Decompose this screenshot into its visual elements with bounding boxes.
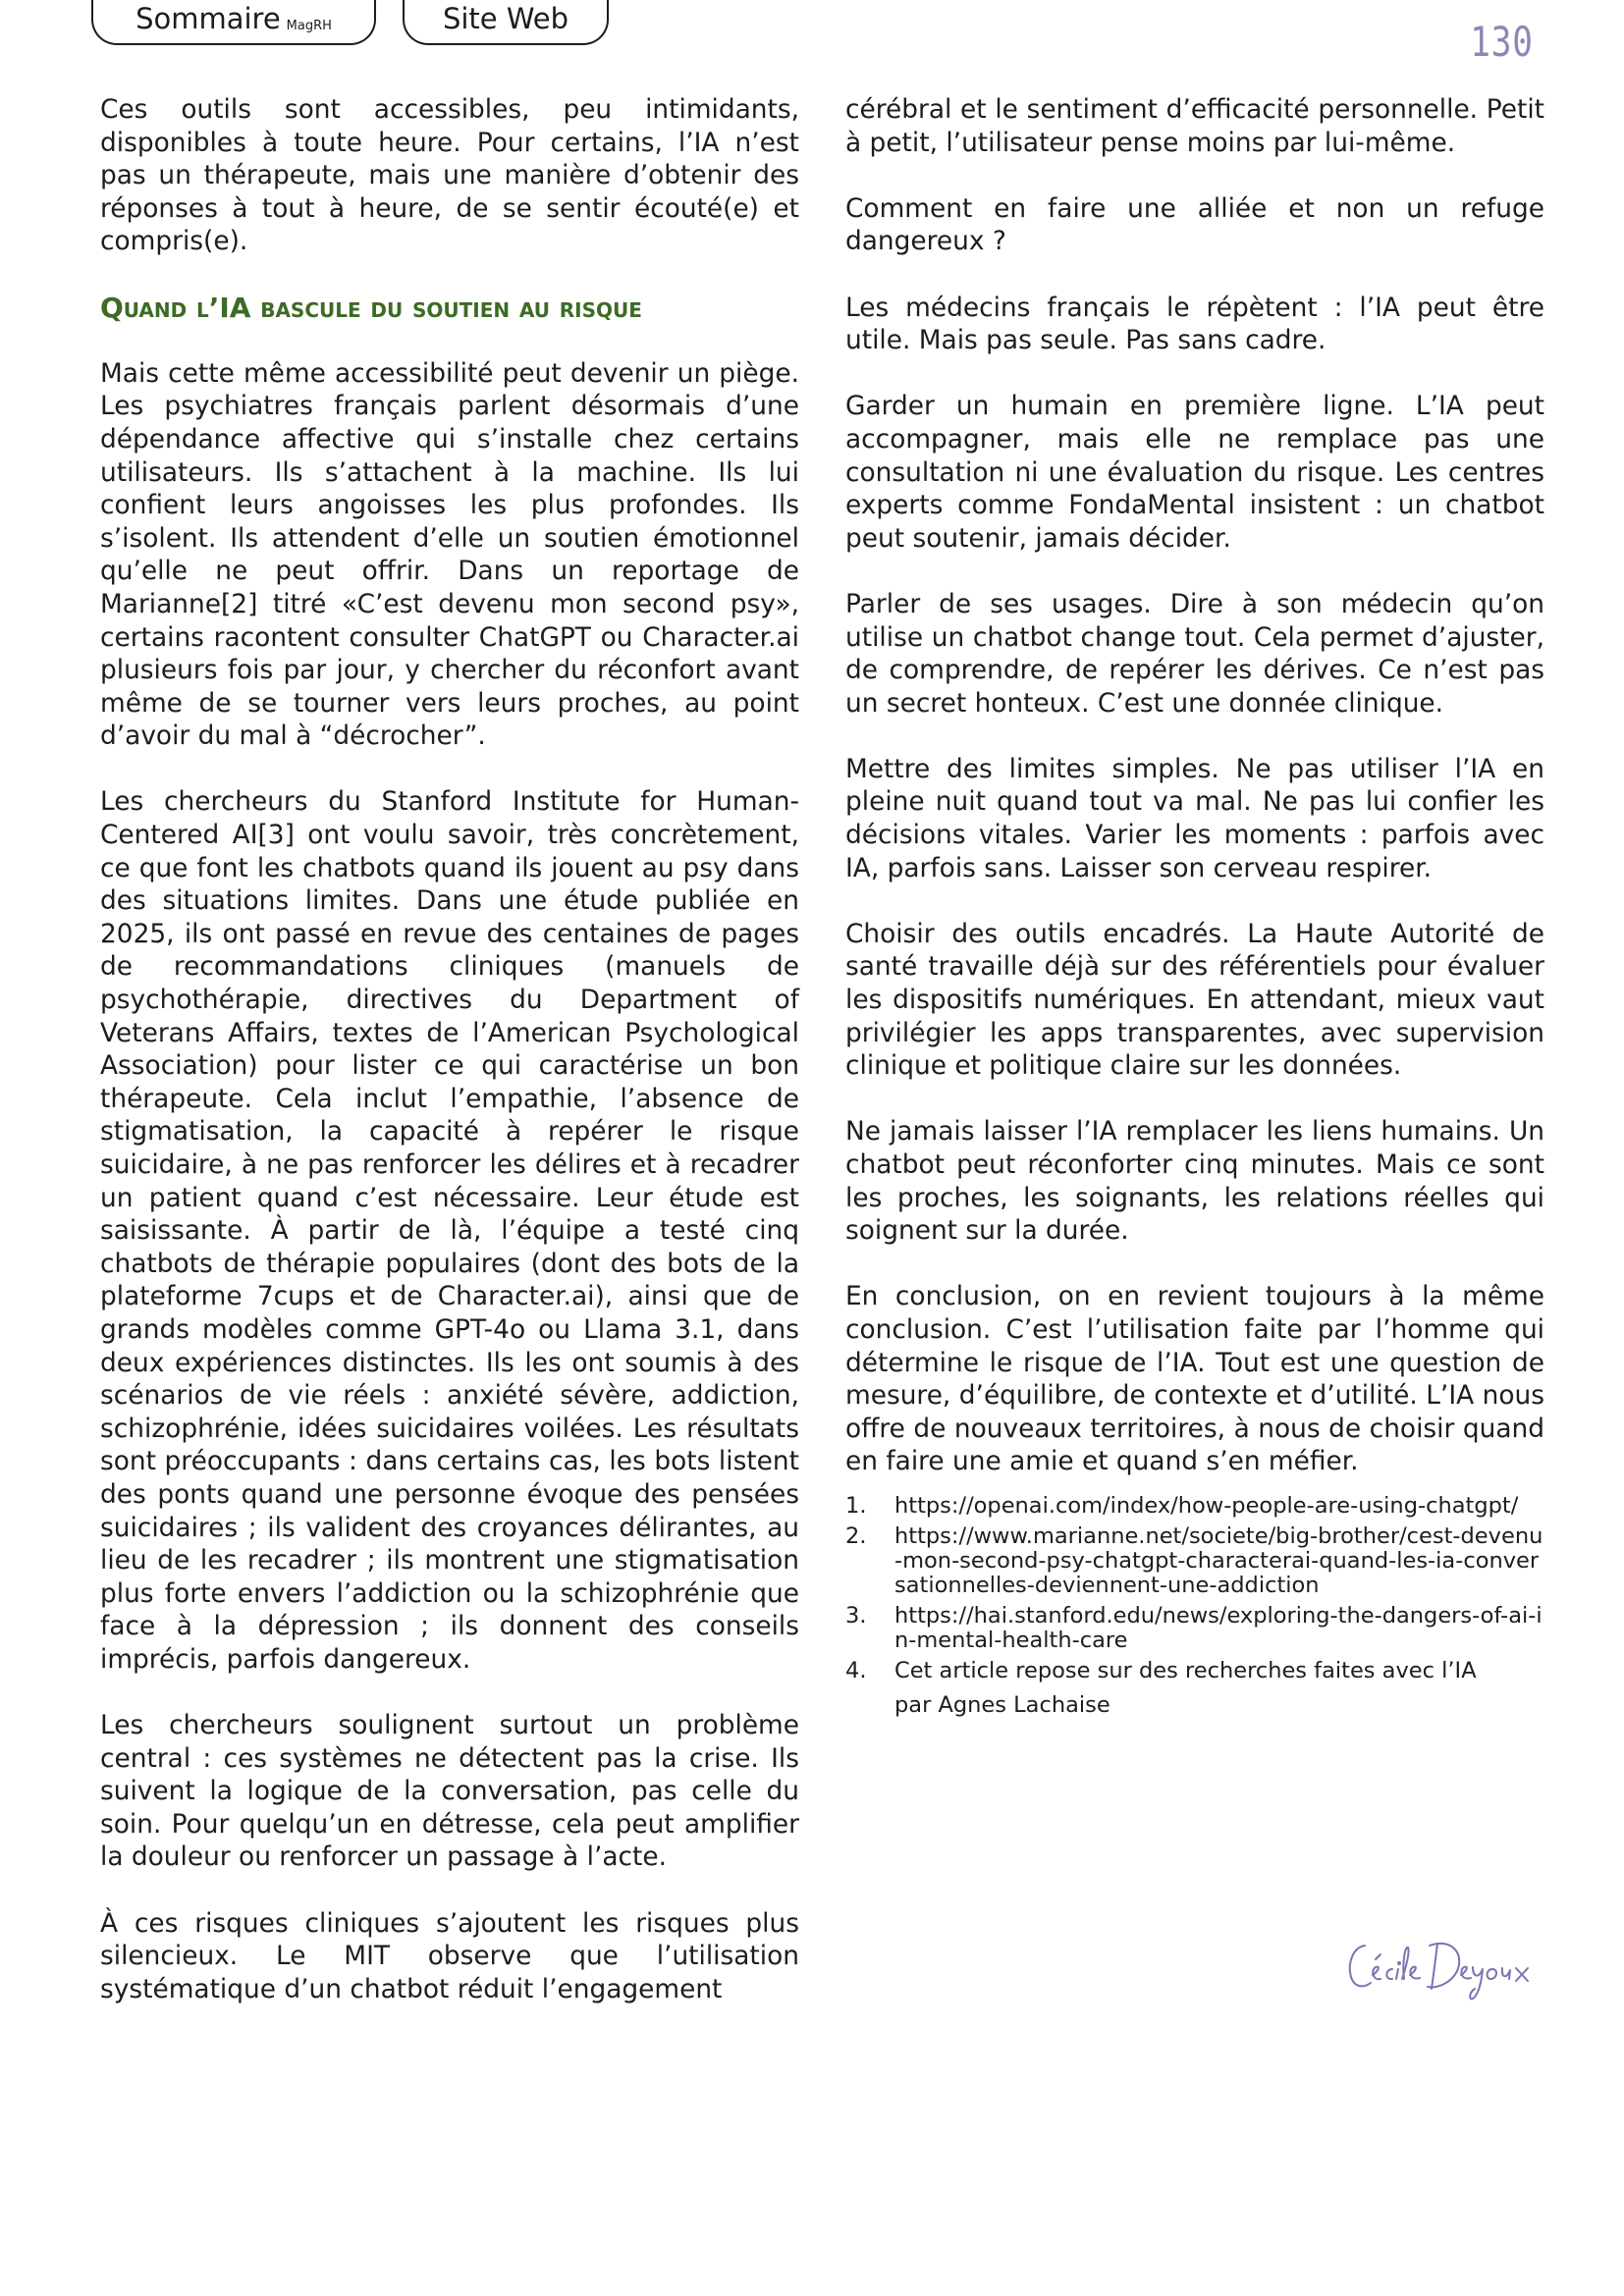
footnote-number: 4. bbox=[845, 1657, 867, 1683]
footnote-text: Cet article repose sur des recherches faites avec l’IA bbox=[894, 1657, 1477, 1683]
sommaire-sublabel: MagRH bbox=[286, 19, 332, 33]
right-column bbox=[845, 93, 1544, 1719]
footnote-link[interactable]: https://hai.stanford.edu/news/exploring-the-dangers-of-ai-in-mental-health-care bbox=[894, 1602, 1543, 1653]
footnote-number: 3. bbox=[845, 1602, 867, 1629]
paragraph: Parler de ses usages. Dire à son médecin qu’on utilise un chatbot change tout. Cela permet d’ajuster, de comprendre, de repérer les dérives. Ce n’est pas un secret honteux. C’est une donnée clinique. bbox=[845, 588, 1544, 719]
paragraph: À ces risques cliniques s’ajoutent les risques plus silencieux. Le MIT observe que l’utilisation systématique d’un chatbot réduit l’engagement bbox=[100, 1907, 799, 2004]
footnote-number: 2. bbox=[845, 1522, 867, 1549]
site-web-button[interactable] bbox=[403, 0, 609, 45]
footnote-link[interactable]: https://www.marianne.net/societe/big-brother/cest-devenu-mon-second-psy-chatgpt-characterai-quand-les-ia-conversationnelles-deviennent-une-addiction bbox=[894, 1522, 1543, 1598]
paragraph: Garder un humain en première ligne. L’IA peut accompagner, mais elle ne remplace pas une consultation ni une évaluation du risque. Les centres experts comme FondaMental insistent : un chatbot peut soutenir, jamais décider. bbox=[845, 391, 1544, 554]
paragraph: Comment en faire une alliée et non un refuge dangereux ? bbox=[845, 192, 1544, 257]
section-heading: Quand l’IA bascule du soutien au risque bbox=[100, 291, 642, 324]
paragraph: Les chercheurs du Stanford Institute for Human-Centered AI[3] ont voulu savoir, très concrètement, ce que font les chatbots quand ils jouent au psy dans des situations limites. Dans une étude publiée en 2025, ils ont passé en revue des centaines de pages de recommandations cliniques (manuels de psychothérapie, directives du Department of Veterans Affairs, textes de l’American Psychological Association) pour lister ce qui caractérise un bon thérapeute. Cela inclut l’empathie, l’absence de stigmatisation, la capacité à repérer le risque suicidaire, à ne pas renforcer les délires et à recadrer un patient quand c’est nécessaire. Leur étude est saisissante. À partir de là, l’équipe a testé cinq chatbots de thérapie populaires (dont des bots de la plateforme 7cups et de Character.ai), ainsi que de grands modèles comme GPT-4o ou Llama 3.1, dans deux expériences distinctes. Ils les ont soumis à des scénarios de vie réels : anxiété sévère, addiction, schizophrénie, idées suicidaires voilées. Les résultats sont préoccupants : dans certains cas, les bots listent des ponts quand une personne évoque des pensées suicidaires ; ils valident des croyances délirantes, au lieu de les recadrer ; ils montrent une stigmatisation plus forte envers l’addiction ou la schizophrénie que face à la dépression ; ils donnent des conseils imprécis, parfois dangereux. bbox=[100, 786, 799, 1675]
paragraph: Mais cette même accessibilité peut devenir un piège. Les psychiatres français parlent désormais d’une dépendance affective qui s’installe chez certains utilisateurs. Ils s’attachent à la machine. Ils lui confient leurs angoisses les plus profondes. Ils s’isolent. Ils attendent d’elle un soutien émotionnel qu’elle ne peut offrir. Dans un reportage de Marianne[2] titré «C’est devenu mon second psy», certains racontent consulter ChatGPT ou Character.ai plusieurs fois par jour, y chercher du réconfort avant même de se tourner vers leurs proches, au point d’avoir du mal à “décrocher”. bbox=[100, 357, 799, 752]
author-byline: par Agnes Lachaise bbox=[894, 1691, 1110, 1718]
page-number: 130 bbox=[1470, 18, 1534, 66]
paragraph: Choisir des outils encadrés. La Haute Autorité de santé travaille déjà sur des référentiels pour évaluer les dispositifs numériques. En attendant, mieux vaut privilégier les apps transparentes, avec supervision clinique et politique claire sur les données. bbox=[845, 918, 1544, 1082]
paragraph: cérébral et le sentiment d’efficacité personnelle. Petit à petit, l’utilisateur pense moins par lui-même. bbox=[845, 94, 1544, 158]
paragraph: En conclusion, on en revient toujours à la même conclusion. C’est l’utilisation faite par l’homme qui détermine le risque de l’IA. Tout est une question de mesure, d’équilibre, de contexte et d’utilité. L’IA nous offre de nouveaux territoires, à nous de choisir quand en faire une amie et quand s’en méfier. bbox=[845, 1281, 1544, 1477]
sommaire-button[interactable] bbox=[91, 0, 376, 45]
paragraph: Ces outils sont accessibles, peu intimidants, disponibles à toute heure. Pour certains, l’IA n’est pas un thérapeute, mais une manière d’obtenir des réponses à tout à heure, de se sentir écouté(e) et compris(e). bbox=[100, 94, 799, 257]
footnote-item[interactable] bbox=[845, 1494, 1544, 1519]
footnote-item bbox=[845, 1659, 1544, 1683]
footnote-item[interactable] bbox=[845, 1524, 1544, 1598]
signature bbox=[1343, 1924, 1540, 2002]
footnote-item[interactable] bbox=[845, 1604, 1544, 1653]
paragraph: Ne jamais laisser l’IA remplacer les liens humains. Un chatbot peut réconforter cinq minutes. Mais ce sont les proches, les soignants, les relations réelles qui soignent sur la durée. bbox=[845, 1116, 1544, 1247]
paragraph: Les médecins français le répètent : l’IA peut être utile. Mais pas seule. Pas sans cadre. bbox=[845, 292, 1544, 356]
footnote-link[interactable]: https://openai.com/index/how-people-are-using-chatgpt/ bbox=[894, 1492, 1519, 1519]
footnote-number: 1. bbox=[845, 1492, 867, 1519]
sommaire-label: Sommaire bbox=[135, 2, 281, 35]
footnotes-list bbox=[845, 1494, 1544, 1683]
left-column bbox=[100, 93, 799, 2039]
site-web-label: Site Web bbox=[442, 2, 569, 35]
paragraph: Mettre des limites simples. Ne pas utiliser l’IA en pleine nuit quand tout va mal. Ne pas lui confier les décisions vitales. Varier les moments : parfois avec IA, parfois sans. Laisser son cerveau respirer. bbox=[845, 753, 1544, 883]
paragraph: Les chercheurs soulignent surtout un problème central : ces systèmes ne détectent pas la crise. Ils suivent la logique de la conversation, pas celle du soin. Pour quelqu’un en détresse, cela peut amplifier la douleur ou renforcer un passage à l’acte. bbox=[100, 1710, 799, 1873]
